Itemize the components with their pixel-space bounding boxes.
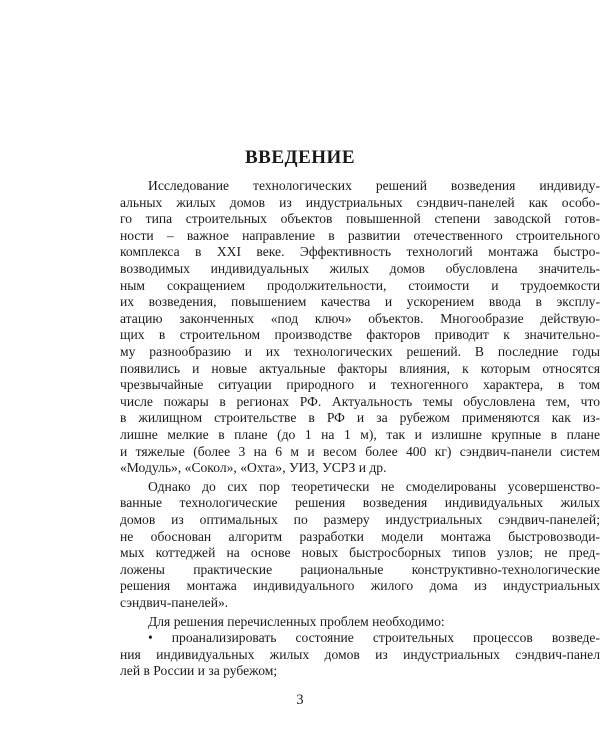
text-line: ванные технологические решения возведения индивидуальных жилых (120, 495, 600, 511)
text-line: лишне мелкие в плане (до 1 на 1 м), так и излишне крупные в плане (120, 427, 600, 442)
text-line: сэндвич-панелей». (120, 595, 229, 610)
text-line: лей в России и за рубежом; (120, 663, 278, 679)
text-line: Исследование технологических решений возведения индивиду- (148, 178, 600, 193)
text-line: решения монтажа индивидуального жилого дома из индустриальных (120, 578, 600, 594)
text-line: ложены практические рациональные конструктивно-технологические (120, 561, 600, 577)
text-line: домов из оптимальных по размеру индустриальных сэндвич-панелей; (120, 512, 600, 527)
text-line: в жилищном строительстве в РФ и за рубежом применяются как из- (120, 410, 600, 426)
text-line: Однако до сих пор теоретически не смоделированы усовершенство- (148, 478, 600, 494)
text-line: их возведения, повышением качества и ускорением ввода в эксплу- (120, 294, 600, 310)
text-line: • проанализировать состояние строительных процессов возведе- (148, 630, 600, 646)
text-line: мых коттеджей на основе новых быстросборных типов узлов; не пред- (120, 545, 600, 561)
text-line: комплекса в XXI веке. Эффективность технологий монтажа быстро- (120, 244, 600, 260)
text-line: го типа строительных объектов повышенной степени заводской готов- (120, 211, 600, 227)
text-line: появились и новые актуальные факторы влияния, к которым относятся (120, 360, 600, 376)
text-line: числе пожары в регионах РФ. Актуальность темы обусловлена тем, что (120, 393, 600, 409)
text-line: не обоснован алгоритм разработки модели монтажа быстровозводи- (120, 528, 600, 544)
text-line: чрезвычайные ситуации природного и техногенного характера, в том (120, 377, 600, 393)
text-line: ния индивидуальных жилых домов из индустриальных сэндвич-панел (120, 646, 600, 662)
text-line: Для решения перечисленных проблем необходимо: (148, 613, 445, 629)
text-line: атацию законченных «под ключ» объектов. Многообразие действую- (120, 310, 600, 326)
text-line: возводимых индивидуальных жилых домов обусловлена значитель- (120, 261, 600, 276)
text-line: «Модуль», «Сокол», «Охта», УИЗ, УСРЗ и др. (120, 460, 387, 476)
text-line: альных жилых домов из индустриальных сэндвич-панелей как особо- (120, 194, 600, 210)
text-line: и тяжелые (более 3 на 6 м и весом более 400 кг) сэндвич-панели систем (120, 443, 600, 459)
page-number: 3 (296, 692, 304, 708)
text-line: му разнообразию и их технологических решений. В последние годы (120, 344, 600, 359)
text-line: ности – важное направление в развитии отечественного строительного (120, 227, 600, 243)
text-line: ным сокращением продолжительности, стоимости и трудоемкости (120, 277, 600, 293)
text-line: щих в строительном производстве факторов приводит к значительно- (120, 327, 600, 343)
page-title: ВВЕДЕНИЕ (245, 147, 355, 168)
